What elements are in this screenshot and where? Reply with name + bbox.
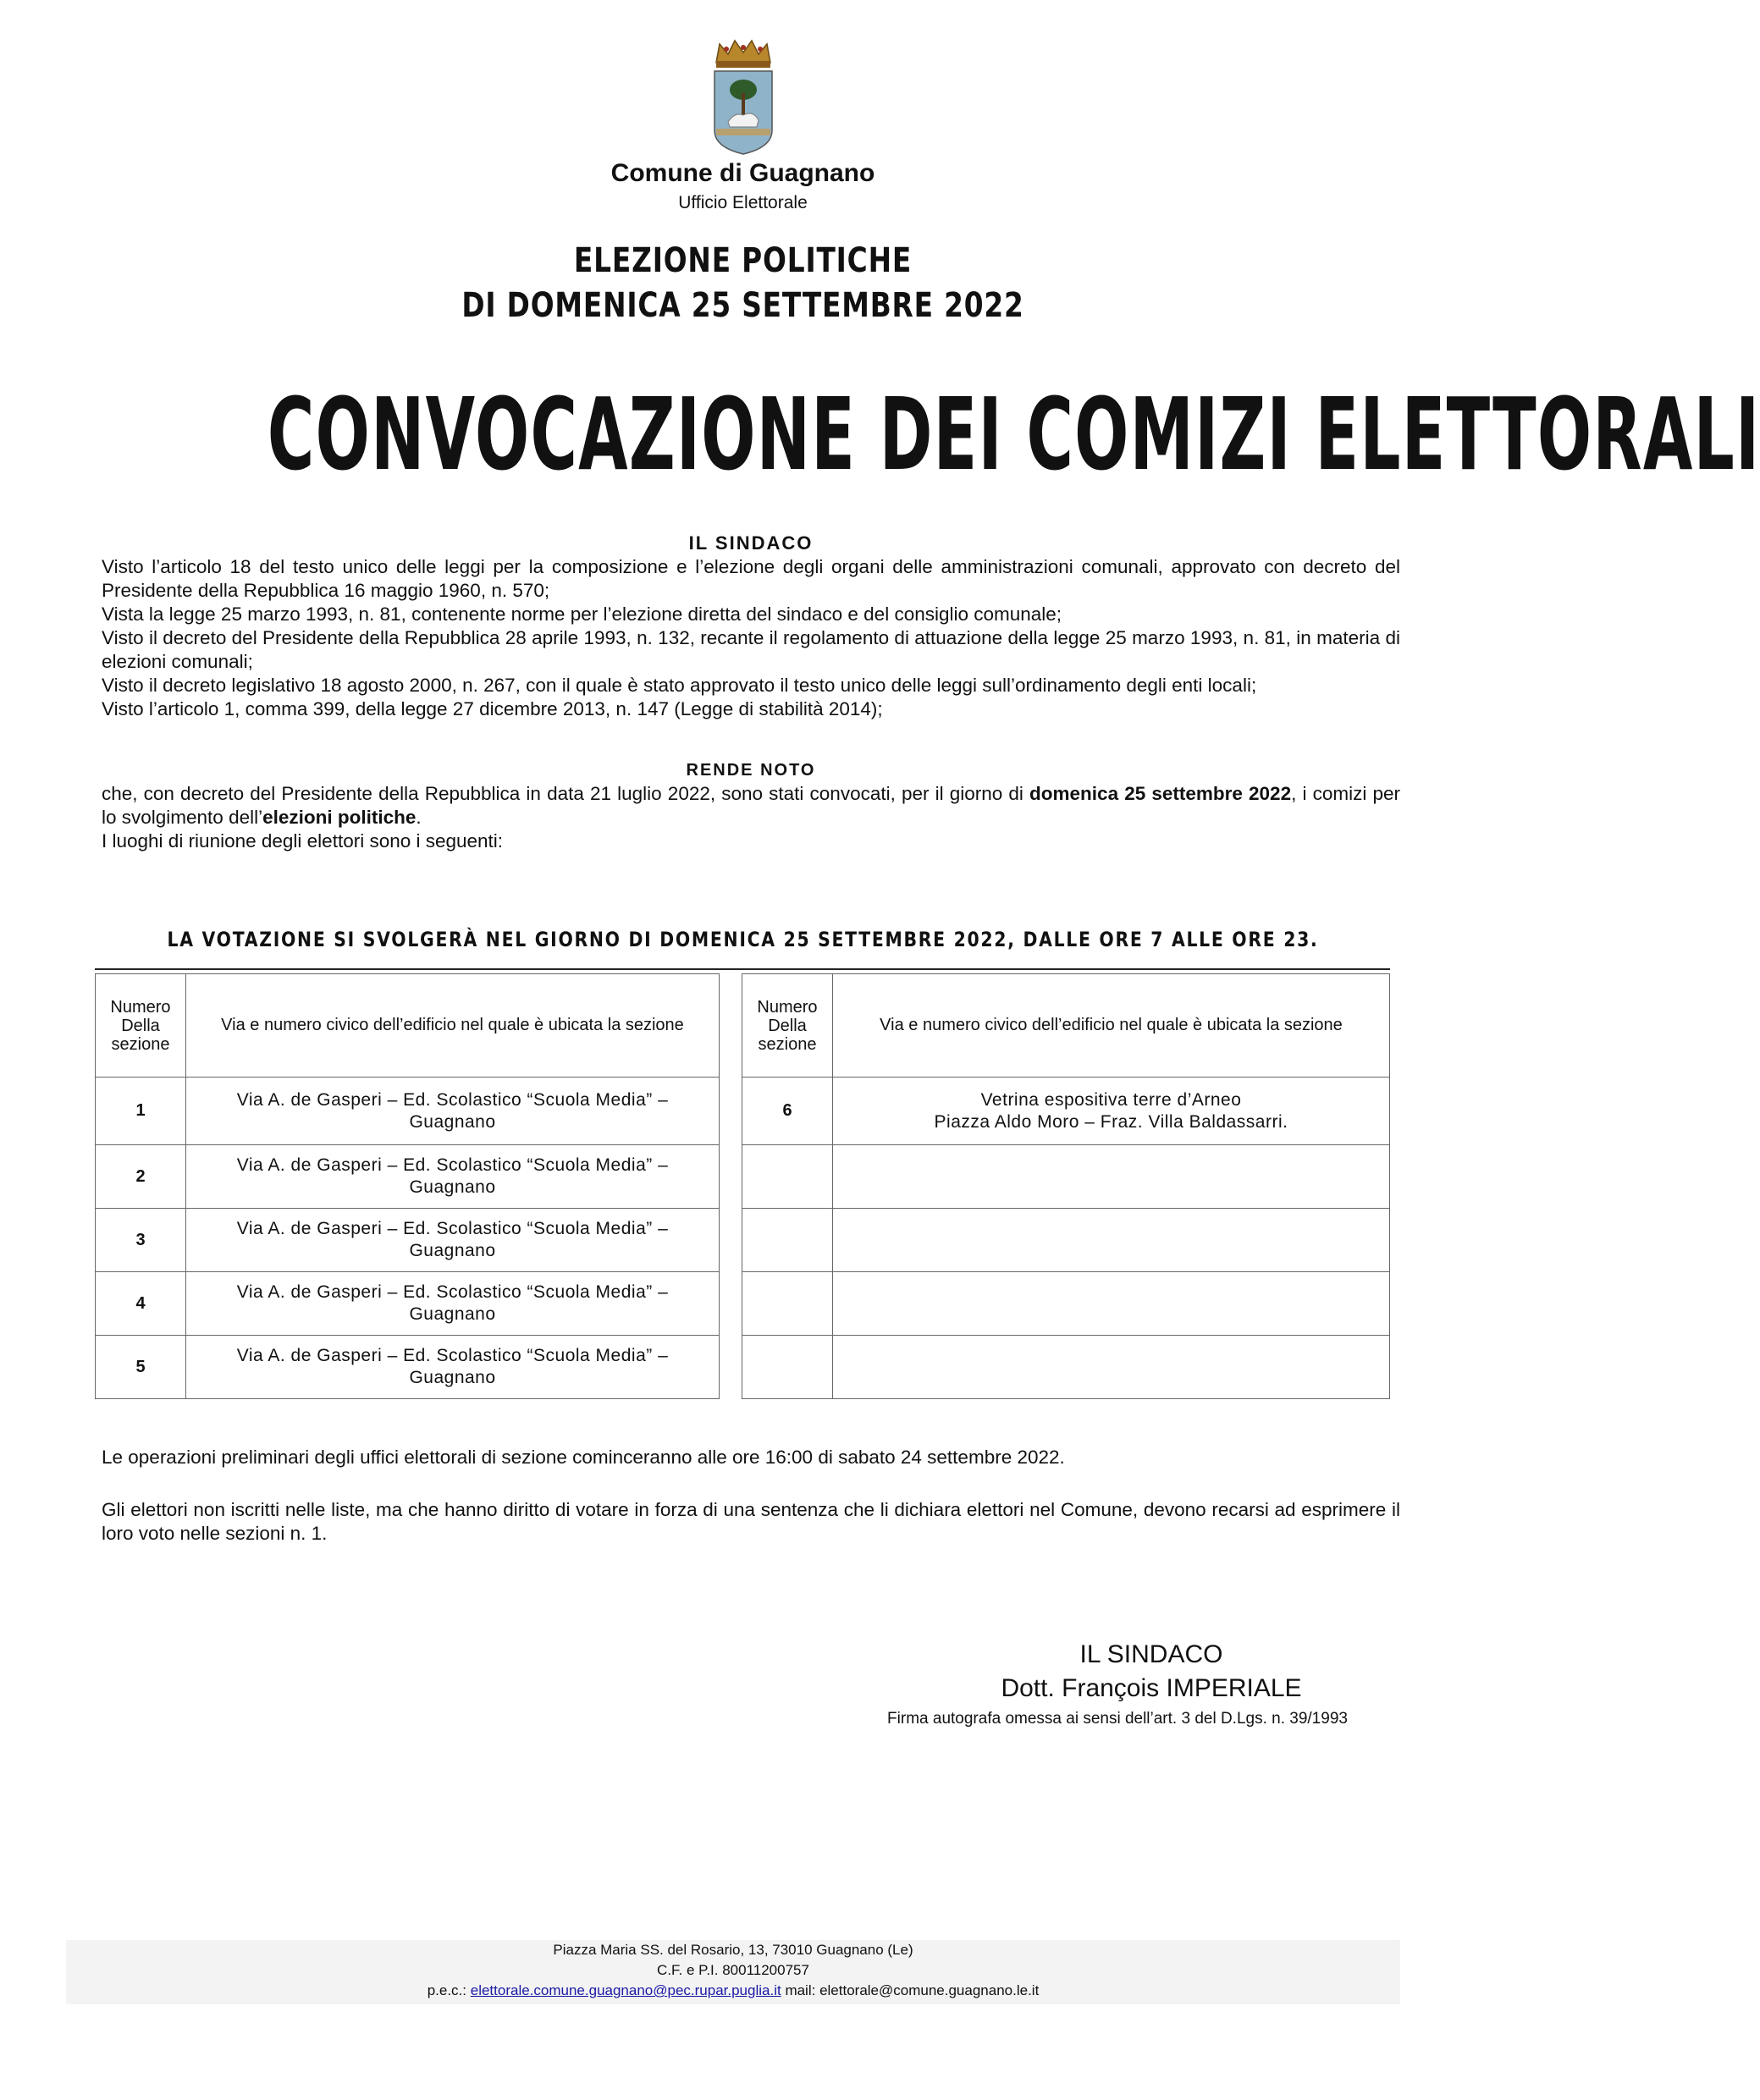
column-header-address: Via e numero civico dell’edificio nel quale è ubicata la sezione <box>833 974 1390 1078</box>
visto-paragraph: Visto il decreto del Presidente della Repubblica 28 aprile 1993, n. 132, recante il regolamento di attuazione della legge 25 marzo 1993, n. 81, in materia di elezioni comunali; <box>102 627 1400 672</box>
footer-cf: C.F. e P.I. 80011200757 <box>657 1962 809 1978</box>
section-number: 2 <box>96 1145 186 1209</box>
sindaco-heading: IL SINDACO <box>688 532 814 554</box>
section-address: Via A. de Gasperi – Ed. Scolastico “Scuola Media” – Guagnano <box>186 1145 720 1209</box>
pec-link[interactable]: elettorale.comune.guagnano@pec.rupar.puglia.it <box>470 1982 781 1998</box>
signature-name: Dott. François IMPERIALE <box>1001 1674 1302 1702</box>
election-title-line2: DI DOMENICA 25 SETTEMBRE 2022 <box>461 286 1024 325</box>
visto-paragraph: Visto l’articolo 1, comma 399, della legge 27 dicembre 2013, n. 147 (Legge di stabilità 2014); <box>102 698 883 719</box>
voting-hours: LA VOTAZIONE SI SVOLGERÀ NEL GIORNO DI DOMENICA 25 SETTEMBRE 2022, DALLE ORE 7 ALLE ORE 23. <box>167 928 1319 951</box>
sections-table-right <box>742 973 1390 1399</box>
office-name: Ufficio Elettorale <box>678 193 808 212</box>
table-row <box>96 1336 720 1399</box>
table-row <box>742 1145 1390 1209</box>
section-number: 4 <box>96 1272 186 1336</box>
sections-table-left <box>95 973 720 1399</box>
section-address: Vetrina espositiva terre d’Arneo Piazza Aldo Moro – Fraz. Villa Baldassarri. <box>833 1078 1390 1145</box>
section-address: Via A. de Gasperi – Ed. Scolastico “Scuola Media” – Guagnano <box>186 1336 720 1399</box>
rende-noto-paragraph: che, con decreto del Presidente della Repubblica in data 21 luglio 2022, sono stati convocati, per il giorno di domenica 25 settembre 2022, i comizi per lo svolgimento dell’elezioni politiche. <box>102 783 1400 828</box>
table-row <box>96 1078 720 1145</box>
column-header-address: Via e numero civico dell’edificio nel quale è ubicata la sezione <box>186 974 720 1078</box>
section-number: 3 <box>96 1209 186 1272</box>
footer <box>66 1940 1400 2004</box>
signature-note: Firma autografa omessa ai sensi dell’art. 3 del D.Lgs. n. 39/1993 <box>887 1710 1348 1728</box>
luoghi-paragraph: I luoghi di riunione degli elettori sono i seguenti: <box>102 830 504 852</box>
coat-of-arms-icon <box>709 39 777 156</box>
table-row <box>742 1209 1390 1272</box>
section-address: Via A. de Gasperi – Ed. Scolastico “Scuola Media” – Guagnano <box>186 1078 720 1145</box>
footer-contacts: p.e.c.: elettorale.comune.guagnano@pec.rupar.puglia.it mail: elettorale@comune.guagnano.le.it <box>427 1982 1040 1998</box>
footer-address: Piazza Maria SS. del Rosario, 13, 73010 Guagnano (Le) <box>553 1942 913 1958</box>
visto-paragraph: Visto il decreto legislativo 18 agosto 2000, n. 267, con il quale è stato approvato il testo unico delle leggi sull’ordinamento degli enti locali; <box>102 675 1257 696</box>
table-row <box>742 1078 1390 1145</box>
table-header-row <box>96 974 720 1078</box>
table-row <box>742 1336 1390 1399</box>
visto-section <box>102 532 1400 721</box>
section-number: 5 <box>96 1336 186 1399</box>
visto-paragraph: Vista la legge 25 marzo 1993, n. 81, contenente norme per l’elezione diretta del sindaco e del consiglio comunale; <box>102 604 1062 625</box>
divider <box>95 968 1390 970</box>
elettori-paragraph: Gli elettori non iscritti nelle liste, ma che hanno diritto di votare in forza di una sentenza che li dichiara elettori nel Comune, devono recarsi ad esprimere il loro voto nelle sezioni n. 1. <box>102 1499 1400 1544</box>
rende-noto-section <box>102 758 1400 853</box>
main-title: CONVOCAZIONE DEI COMIZI ELETTORALI <box>267 376 1760 493</box>
column-header-number: Numero Della sezione <box>742 974 833 1078</box>
section-address: Via A. de Gasperi – Ed. Scolastico “Scuola Media” – Guagnano <box>186 1209 720 1272</box>
column-header-number: Numero Della sezione <box>96 974 186 1078</box>
comune-name: Comune di Guagnano <box>610 159 875 187</box>
operazioni-paragraph: Le operazioni preliminari degli uffici elettorali di sezione cominceranno alle ore 16:00 di sabato 24 settembre 2022. <box>102 1447 1065 1468</box>
section-address: Via A. de Gasperi – Ed. Scolastico “Scuola Media” – Guagnano <box>186 1272 720 1336</box>
section-number: 1 <box>96 1078 186 1145</box>
election-title-line1: ELEZIONE POLITICHE <box>573 241 913 280</box>
table-row <box>96 1145 720 1209</box>
table-row <box>96 1209 720 1272</box>
table-header-row <box>742 974 1390 1078</box>
signature-title: IL SINDACO <box>1079 1640 1223 1668</box>
section-number: 6 <box>742 1078 833 1145</box>
rende-noto-heading: RENDE NOTO <box>686 761 816 780</box>
visto-paragraph: Visto l’articolo 18 del testo unico delle leggi per la composizione e l’elezione degli organi delle amministrazioni comunali, approvato con decreto del Presidente della Repubblica 16 maggio 1960, n. 570; <box>102 556 1400 601</box>
table-row <box>742 1272 1390 1336</box>
table-row <box>96 1272 720 1336</box>
mail-address: elettorale@comune.guagnano.le.it <box>819 1982 1040 1998</box>
